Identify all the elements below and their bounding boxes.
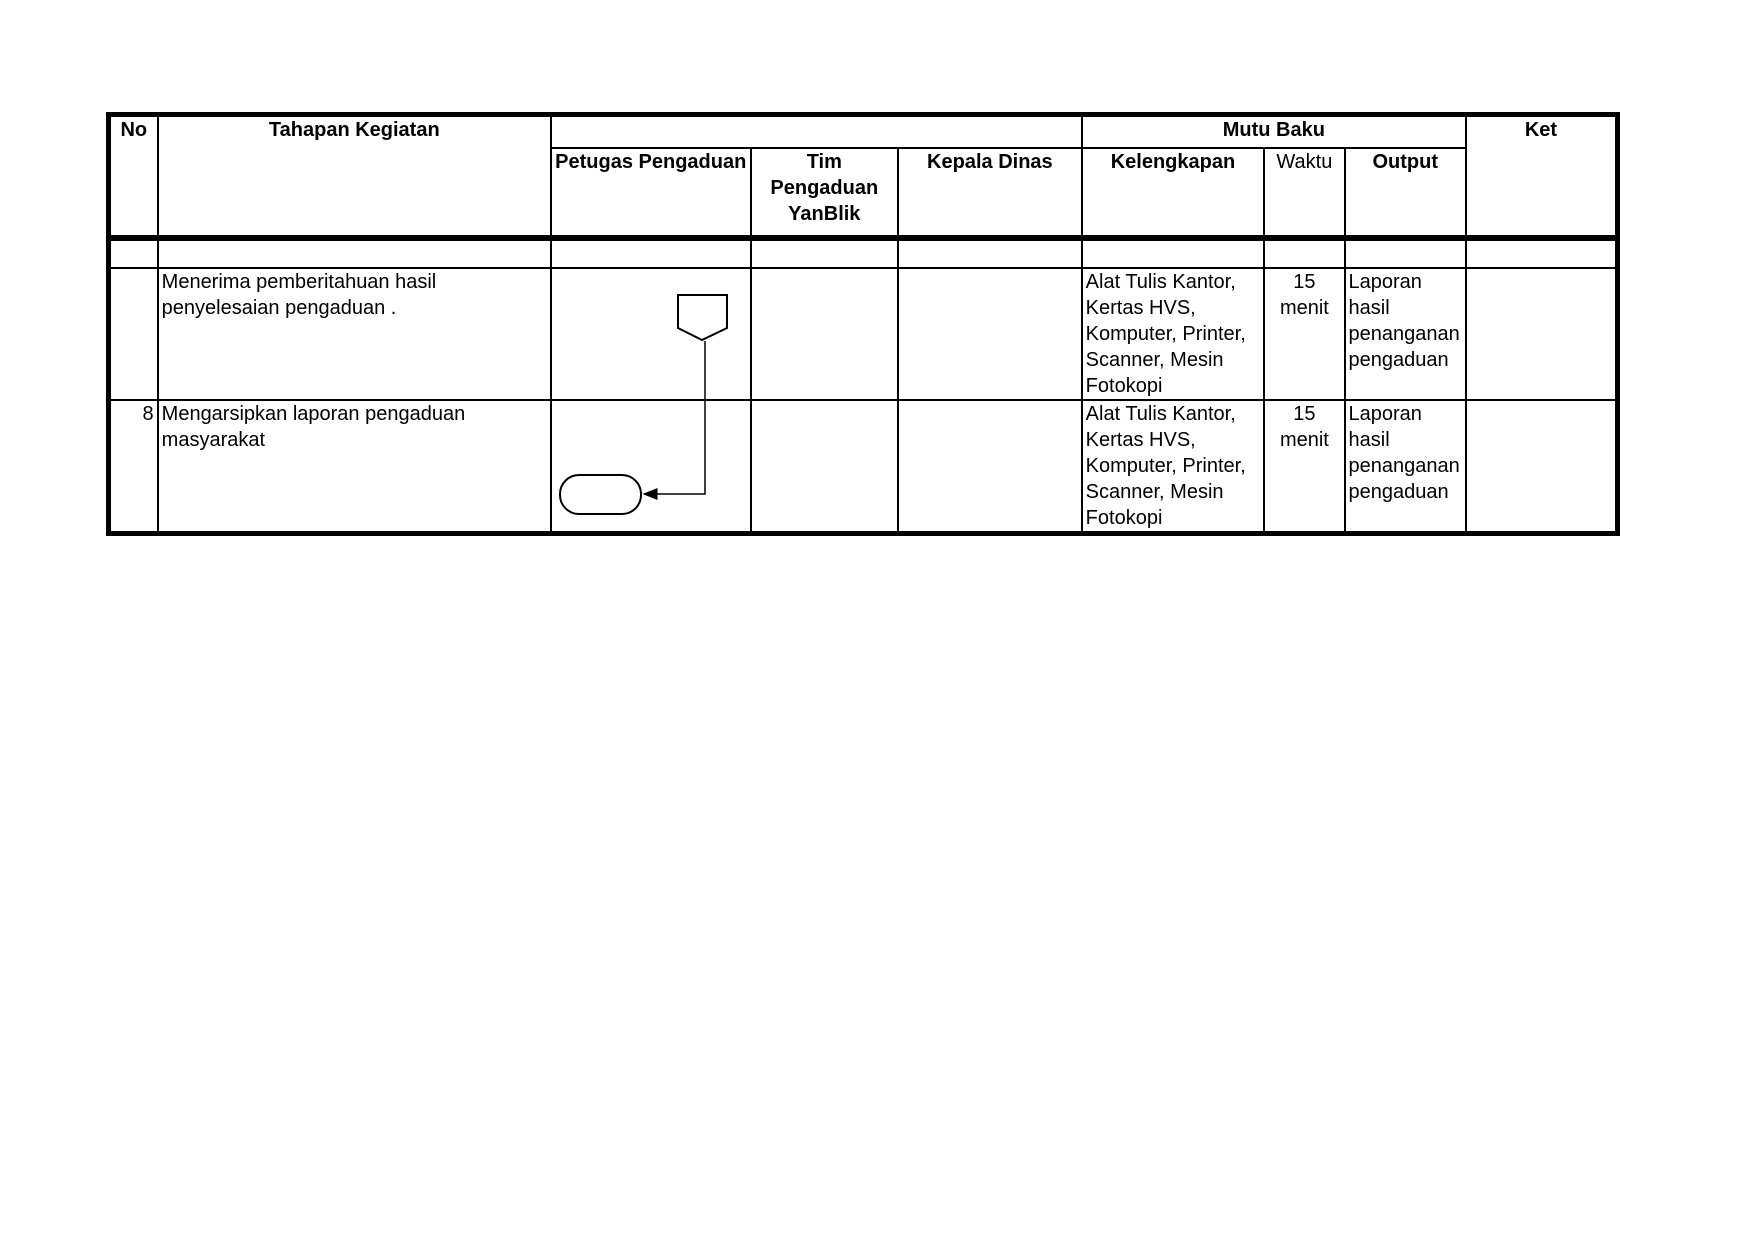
- sop-table: [106, 112, 1620, 536]
- header-kepala: Kepala Dinas: [898, 148, 1082, 238]
- spacer-row: [109, 238, 1618, 268]
- row-tim: [751, 268, 898, 400]
- header-tahapan: Tahapan Kegiatan: [158, 115, 551, 239]
- header-kelengkapan: Kelengkapan: [1082, 148, 1265, 238]
- header-ket: Ket: [1466, 115, 1618, 239]
- row-ket: [1466, 268, 1618, 400]
- row-output: Laporan hasil penanganan pengaduan: [1345, 268, 1466, 400]
- row-kelengkapan: Alat Tulis Kantor, Kertas HVS, Komputer, Printer, Scanner, Mesin Fotokopi: [1082, 400, 1265, 534]
- header-petugas: Petugas Pengaduan: [551, 148, 751, 238]
- row-output: Laporan hasil penanganan pengaduan: [1345, 400, 1466, 534]
- row-no: [109, 268, 158, 400]
- row-ket: [1466, 400, 1618, 534]
- table-row: [109, 400, 1618, 534]
- row-waktu: 15 menit: [1264, 400, 1344, 534]
- header-tim: Tim Pengaduan YanBlik: [751, 148, 898, 238]
- row-petugas: [551, 268, 751, 400]
- header-no: No: [109, 115, 158, 239]
- header-row-1: [109, 115, 1618, 149]
- row-no: 8: [109, 400, 158, 534]
- row-kepala: [898, 400, 1082, 534]
- row-tim: [751, 400, 898, 534]
- table-row: [109, 268, 1618, 400]
- row-waktu: 15 menit: [1264, 268, 1344, 400]
- header-output: Output: [1345, 148, 1466, 238]
- header-mutu-baku: Mutu Baku: [1082, 115, 1466, 149]
- row-kelengkapan: Alat Tulis Kantor, Kertas HVS, Komputer, Printer, Scanner, Mesin Fotokopi: [1082, 268, 1265, 400]
- row-petugas: [551, 400, 751, 534]
- row-kepala: [898, 268, 1082, 400]
- row-tahapan: Menerima pemberitahuan hasil penyelesaian pengaduan .: [158, 268, 551, 400]
- header-pelaksana-group: [551, 115, 1082, 149]
- header-waktu: Waktu: [1264, 148, 1344, 238]
- row-tahapan: Mengarsipkan laporan pengaduan masyarakat: [158, 400, 551, 534]
